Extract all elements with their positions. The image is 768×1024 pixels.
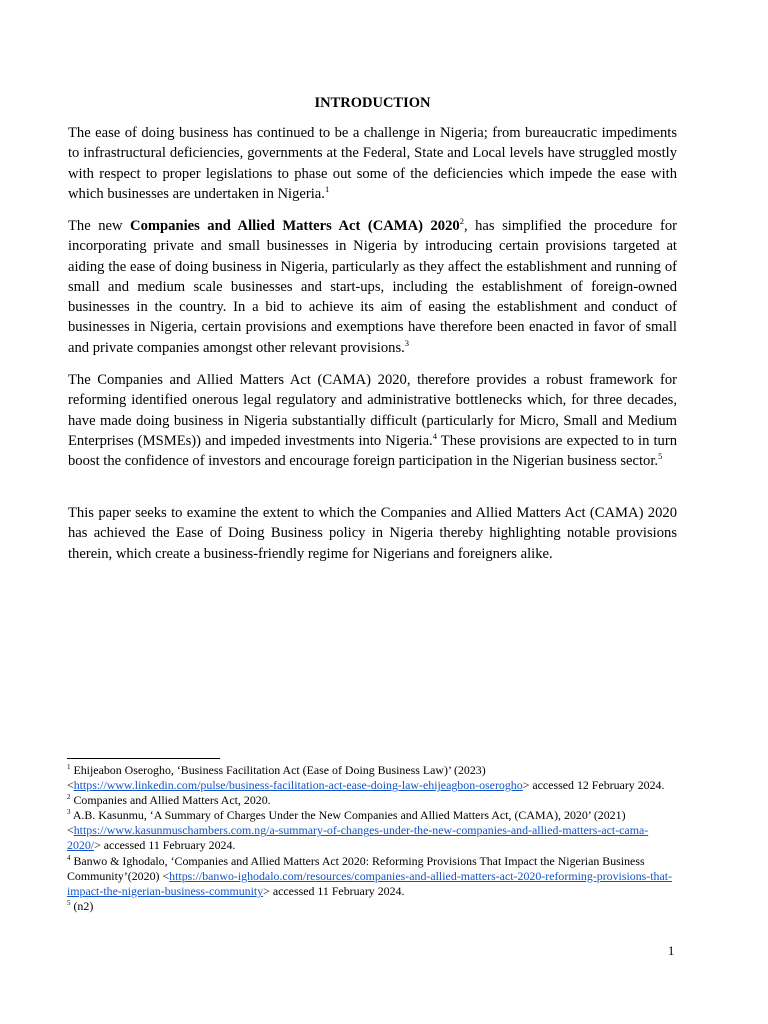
footnote-text: (n2): [70, 898, 94, 913]
footnote-tail: > accessed 11 February 2024.: [94, 838, 236, 853]
footnote-ref-5: 5: [658, 451, 663, 462]
footnote-2: [67, 793, 679, 808]
paragraph-1-text: The ease of doing business has continued to be a challenge in Nigeria; from bureaucratic impediments to infrastructural deficiencies, governments at the Federal, State and Local levels have struggled mostly with respect to proper legislations to phase out some of the deficiencies which impede the ease with which businesses are undertaken in Nigeria.: [68, 125, 677, 202]
act-title-bold: Companies and Allied Matters Act (CAMA) 2020: [130, 218, 460, 234]
footnote-ref-3: 3: [404, 337, 410, 348]
footnote-link[interactable]: https://www.linkedin.com/pulse/business-facilitation-act-ease-doing-law-ehijeagbon-oserogho: [73, 778, 523, 793]
footnote-text: Ehijeabon Oserogho, ‘Business Facilitation Act (Ease of Doing Business Law)’ (2023) <: [67, 763, 486, 793]
footnote-text: Companies and Allied Matters Act, 2020.: [70, 793, 271, 808]
paragraph-3: [68, 370, 677, 471]
footnote-number: 5: [67, 898, 71, 907]
footnote-text: A.B. Kasunmu, ‘A Summary of Charges Under the New Companies and Allied Matters Act, (CAMA), 2020’ (2021) <: [67, 808, 626, 838]
paragraph-3-text: The Companies and Allied Matters Act (CAMA) 2020, therefore provides a robust framework for reforming identified onerous legal regulatory and administrative bottlenecks which, for three decades, have made doing business in Nigeria substantially difficult (particularly for Micro, Small and Medium Enterprises (MSMEs)) and impeded investments into Nigeria.: [68, 372, 677, 449]
footnote-number: 2: [67, 793, 71, 802]
paragraph-3-text-2: These provisions are expected to in turn boost the confidence of investors and encourage foreign participation in the Nigerian business sector.: [68, 432, 677, 470]
footnotes: [67, 763, 679, 914]
paragraph-4-text: This paper seeks to examine the extent to which the Companies and Allied Matters Act (CAMA) 2020 has achieved the Ease of Doing Business policy in Nigeria thereby highlighting notable provisions therein, which create a business-friendly regime for Nigerians and foreigners alike.: [68, 505, 677, 562]
footnote-tail: > accessed 11 February 2024.: [263, 883, 405, 898]
footnote-separator: [67, 758, 220, 759]
footnote-ref-4: 4: [432, 431, 437, 442]
footnote-text: Banwo & Ighodalo, ‘Companies and Allied Matters Act 2020: Reforming Provisions That Impact the Nigerian Business Community’(2020) <: [67, 853, 645, 883]
footnote-tail: > accessed 12 February 2024.: [522, 778, 665, 793]
page-number: 1: [668, 944, 675, 958]
footnote-number: 3: [67, 808, 71, 817]
section-heading: INTRODUCTION: [314, 95, 431, 111]
footnote-link[interactable]: https://banwo-ighodalo.com/resources/companies-and-allied-matters-act-2020-reforming-provisions-that-impact-the-nigerian-business-community: [67, 868, 673, 898]
footnote-3: [67, 808, 679, 853]
footnote-ref-1: 1: [324, 184, 330, 195]
paragraph-4: [68, 503, 677, 564]
paragraph-2-text: , has simplified the procedure for incorporating private and small businesses in Nigeria by introducing certain provisions targeted at aiding the ease of doing business in Nigeria, particularly as they affect the establishment and running of small and medium scale businesses and start-ups, including the establishment of foreign-owned businesses in the country. In a bid to achieve its aim of easing the establishment and conduct of businesses in Nigeria, certain provisions and exemptions have therefore been enacted in favor of small and private companies amongst other relevant provisions.: [68, 218, 677, 356]
footnote-ref-2: 2: [459, 216, 464, 227]
footnote-1: [67, 763, 679, 793]
paragraph-2: [68, 216, 677, 358]
footnote-4: [67, 854, 679, 899]
footnote-5: [67, 899, 679, 914]
footnote-number: 4: [67, 853, 71, 862]
paragraph-2-lead: The new: [68, 218, 131, 234]
paragraph-1: [68, 123, 677, 204]
footnote-number: 1: [67, 763, 71, 772]
footnote-link[interactable]: https://www.kasunmuschambers.com.ng/a-summary-of-changes-under-the-new-companies-and-allied-matters-act-cama-2020/: [67, 823, 649, 853]
